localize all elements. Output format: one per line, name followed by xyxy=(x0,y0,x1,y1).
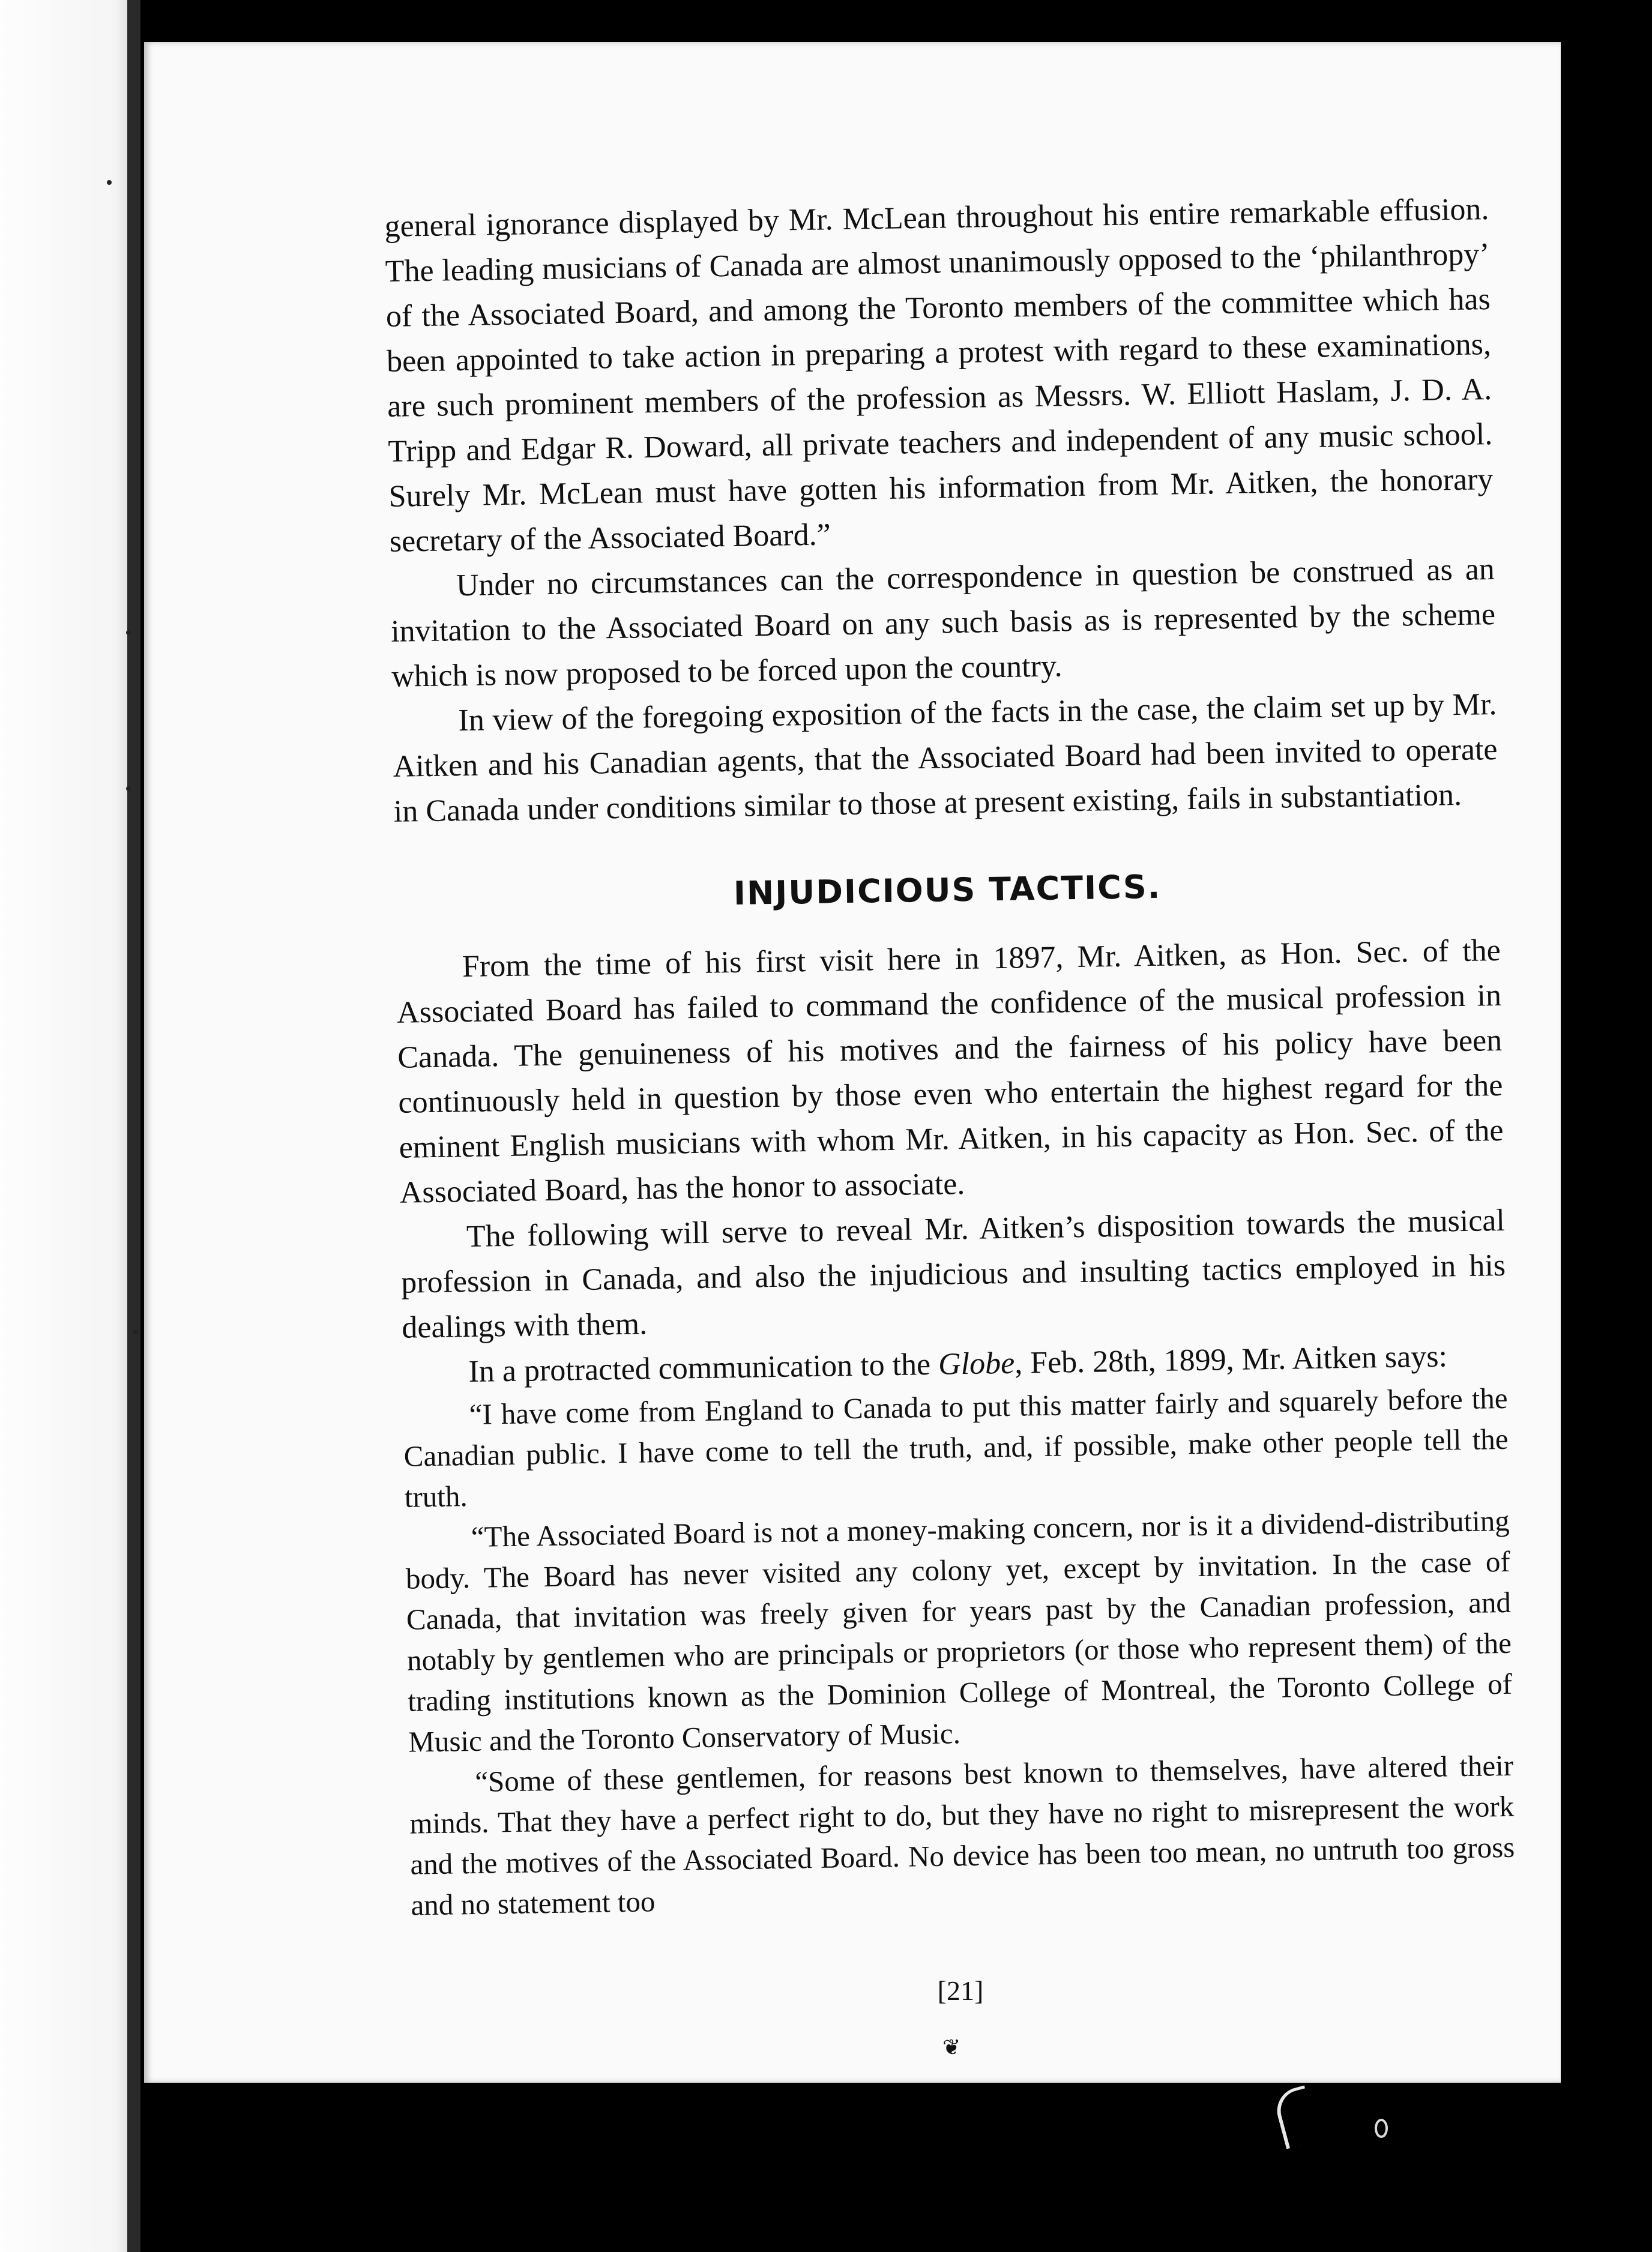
book-spine xyxy=(127,0,140,2252)
section-heading: INJUDICIOUS TACTICS. xyxy=(733,867,1162,912)
paragraph: The following will serve to reveal Mr. Aitken’s disposition towards the musical profession in Canada, and also the injudicious and insulting tactics employed in his dealings with them. xyxy=(400,1203,1506,1345)
paragraph: In view of the foregoing exposition of the facts in the case, the claim set up by Mr. Aitken and his Canadian agents, that the Associated Board had been invited to operate in Canada under conditions similar to those at present existing, fails in substantiation. xyxy=(393,687,1498,829)
quote-paragraph: “I have come from England to Canada to put this matter fairly and squarely before the Canadian public. I have come to tell the truth, and, if possible, make other people tell the truth. xyxy=(403,1381,1509,1514)
scan-artifact xyxy=(1375,2119,1388,2138)
globe-text-before: In a protracted communication to the xyxy=(468,1347,939,1389)
globe-newspaper-title: Globe xyxy=(938,1346,1015,1382)
paragraph: Under no circumstances can the correspondence in question be construed as an invitation to the Associated Board on any such basis as is represented by the scheme which is now proposed to be forced upon the country. xyxy=(390,552,1496,694)
page-text xyxy=(384,187,1516,1926)
margin-dot xyxy=(107,180,112,185)
ornament-icon: ❦ xyxy=(942,2035,961,2059)
globe-text-after: , Feb. 28th, 1899, Mr. Aitken says: xyxy=(1014,1339,1448,1380)
paragraph-continued: general ignorance displayed by Mr. McLean throughout his entire remarkable effusion. The leading musicians of Canada are almost unanimously opposed to the ‘philanthropy’ of the Associated Board, and among the Toronto members of the committee which has been appointed to take action in preparing a protest with regard to these examinations, are such prominent members of the profession as Messrs. W. Elliott Haslam, J. D. A. Tripp and Edgar R. Doward, all private teachers and independent of any music school. Surely Mr. McLean must have gotten his information from Mr. Aitken, the honorary secretary of the Associated Board.” xyxy=(384,192,1494,559)
margin-dot xyxy=(133,1329,138,1334)
quote-paragraph: “The Associated Board is not a money-making concern, nor is it a dividend-distributing body. The Board has never visited any colony yet, except by invitation. In the case of Canada, that invitation was freely given for years past by the Canadian profession, and notably by gentlemen who are principals or proprietors (or those who represent them) of the trading institutions known as the Dominion College of Montreal, the Toronto College of Music and the Toronto Conservatory of Music. xyxy=(405,1504,1513,1759)
margin-dot xyxy=(126,630,131,635)
scan-border xyxy=(144,2083,1652,2252)
quote-paragraph: “Some of these gentlemen, for reasons best known to themselves, have altered their minds. That they have a perfect right to do, but they have no right to misrepresent the work and the motives of the Associated Board. No device has been too mean, no untruth too gross and no statement too xyxy=(409,1748,1515,1922)
margin-dot xyxy=(126,786,131,791)
paragraph: From the time of his first visit here in 1897, Mr. Aitken, as Hon. Sec. of the Associated Board has failed to command the confidence of the musical profession in Canada. The genuineness of his motives and the fairness of his policy have been continuously held in question by those even who entertain the highest regard for the eminent English musicians with whom Mr. Aitken, in his capacity as Hon. Sec. of the Associated Board, has the honor to associate. xyxy=(396,933,1504,1210)
left-page-margin xyxy=(0,0,136,2252)
page-number: [21] xyxy=(937,1975,984,2006)
